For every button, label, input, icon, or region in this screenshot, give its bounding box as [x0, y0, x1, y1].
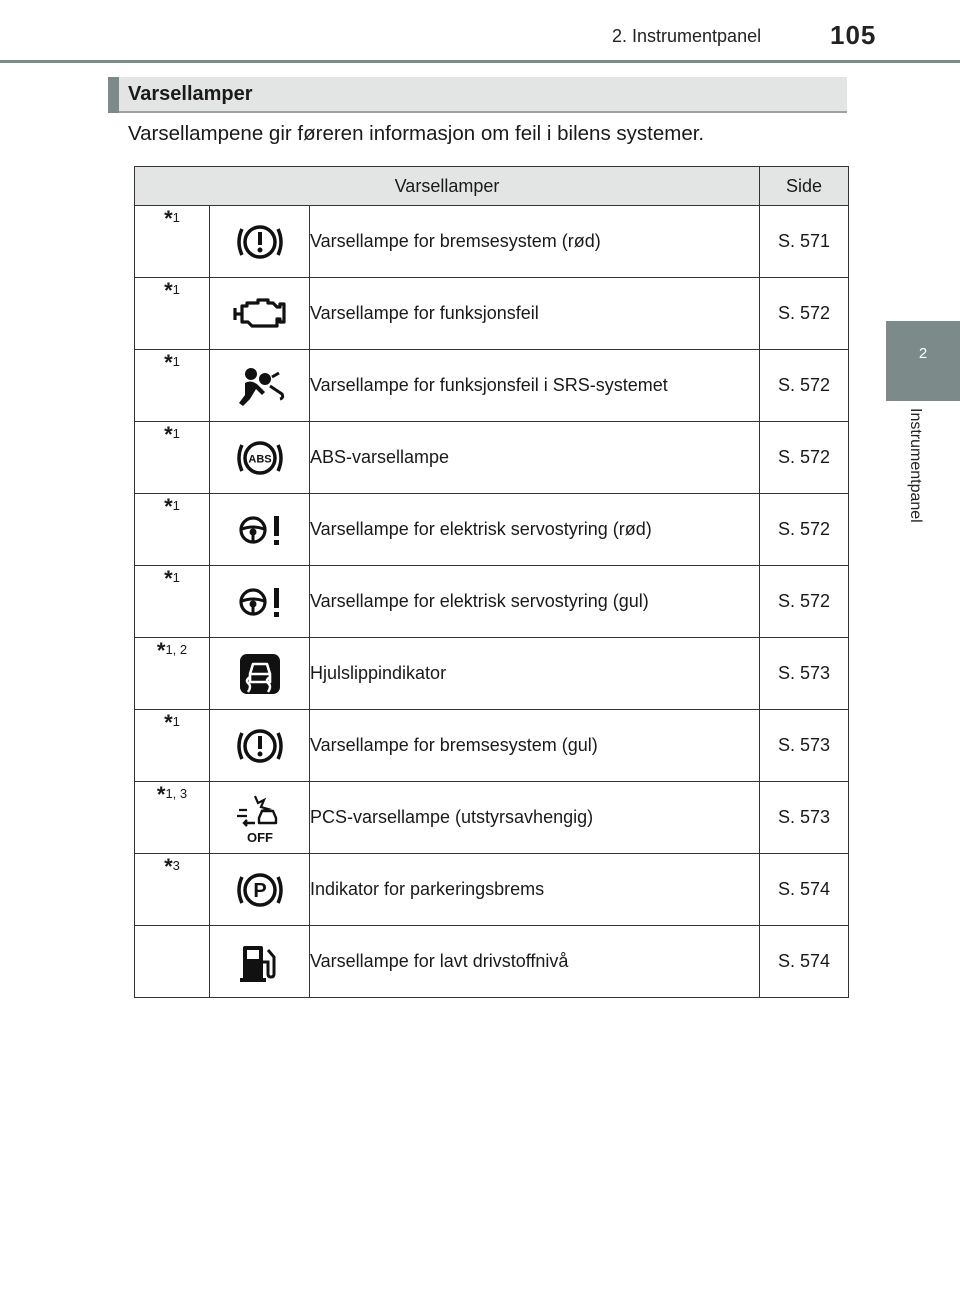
footnote-asterisk: *	[164, 854, 173, 879]
lamp-description: Hjulslippindikator	[310, 638, 760, 710]
lamp-description: Varsellampe for elektrisk servostyring (gul)	[310, 566, 760, 638]
footnote-cell	[135, 566, 210, 638]
footnote-ref: 3	[172, 858, 180, 873]
lamp-description: Varsellampe for lavt drivstoffnivå	[310, 926, 760, 998]
footnote-ref: 1	[172, 354, 180, 369]
footnote-cell	[135, 350, 210, 422]
parking-brake-icon	[210, 854, 310, 926]
lamp-description: Varsellampe for bremsesystem (gul)	[310, 710, 760, 782]
footnote-asterisk: *	[156, 638, 166, 663]
footnote-ref: 1	[172, 210, 180, 225]
page-reference[interactable]: S. 572	[760, 350, 849, 422]
column-header-page: Side	[760, 167, 849, 206]
footnote-ref: 1, 3	[165, 786, 188, 801]
lamp-description: PCS-varsellampe (utstyrsavhengig)	[310, 782, 760, 854]
check-engine-icon	[210, 278, 310, 350]
page-reference[interactable]: S. 572	[760, 494, 849, 566]
lamp-description: Indikator for parkeringsbrems	[310, 854, 760, 926]
brake-warning-icon	[210, 710, 310, 782]
table-row	[135, 494, 849, 566]
table-row	[135, 422, 849, 494]
column-header-lamps: Varsellamper	[135, 167, 760, 206]
footnote-cell	[135, 422, 210, 494]
footnote-ref: 1	[172, 282, 180, 297]
footnote-cell	[135, 854, 210, 926]
footnote-cell	[135, 494, 210, 566]
footnote-ref: 1	[172, 498, 180, 513]
footnote-ref: 1	[172, 714, 180, 729]
footnote-cell	[135, 206, 210, 278]
footnote-asterisk: *	[164, 422, 173, 447]
abs-warning-icon	[210, 422, 310, 494]
footnote-ref: 1	[172, 426, 180, 441]
page-reference[interactable]: S. 572	[760, 422, 849, 494]
lamp-description: ABS-varsellampe	[310, 422, 760, 494]
brake-warning-icon	[210, 206, 310, 278]
footnote-asterisk: *	[164, 206, 173, 231]
table-row	[135, 710, 849, 782]
footnote-asterisk: *	[164, 278, 173, 303]
footnote-ref: 1, 2	[165, 642, 188, 657]
section-heading	[108, 77, 847, 113]
table-row	[135, 566, 849, 638]
footnote-cell	[135, 782, 210, 854]
chapter-tab-number: 2	[918, 345, 928, 362]
footnote-cell	[135, 926, 210, 998]
page-reference[interactable]: S. 572	[760, 278, 849, 350]
section-heading-bar	[108, 77, 119, 113]
abs-icon-label: ABS	[247, 453, 272, 465]
page-reference[interactable]: S. 573	[760, 638, 849, 710]
power-steering-icon	[210, 494, 310, 566]
pcs-off-icon	[210, 782, 310, 854]
footnote-ref: 1	[172, 570, 180, 585]
table-row	[135, 926, 849, 998]
table-row	[135, 206, 849, 278]
table-row	[135, 350, 849, 422]
page-reference[interactable]: S. 574	[760, 926, 849, 998]
lamp-description: Varsellampe for elektrisk servostyring (rød)	[310, 494, 760, 566]
srs-airbag-icon	[210, 350, 310, 422]
footnote-asterisk: *	[156, 782, 166, 807]
footnote-cell	[135, 638, 210, 710]
footnote-asterisk: *	[164, 350, 173, 375]
footnote-asterisk: *	[164, 566, 173, 591]
page-reference[interactable]: S. 571	[760, 206, 849, 278]
parking-brake-icon-label: P	[252, 879, 267, 902]
header-divider	[0, 60, 960, 63]
lamp-description: Varsellampe for bremsesystem (rød)	[310, 206, 760, 278]
footnote-asterisk: *	[164, 494, 173, 519]
chapter-tab[interactable]	[886, 321, 960, 401]
slip-indicator-icon	[210, 638, 310, 710]
lamp-description: Varsellampe for funksjonsfeil i SRS-systemet	[310, 350, 760, 422]
lamp-description: Varsellampe for funksjonsfeil	[310, 278, 760, 350]
chapter-tab-label: Instrumentpanel	[907, 408, 924, 523]
footnote-cell	[135, 278, 210, 350]
table-header-row	[135, 167, 849, 206]
table-row	[135, 638, 849, 710]
page-reference[interactable]: S. 573	[760, 710, 849, 782]
footnote-asterisk: *	[164, 710, 173, 735]
section-title: Varsellamper	[128, 83, 253, 105]
page-number: 105	[830, 20, 877, 50]
page-reference[interactable]: S. 574	[760, 854, 849, 926]
chapter-title: 2. Instrumentpanel	[612, 26, 762, 46]
footnote-cell	[135, 710, 210, 782]
low-fuel-icon	[210, 926, 310, 998]
table-row	[135, 854, 849, 926]
pcs-icon-label: OFF	[246, 829, 273, 844]
page-reference[interactable]: S. 572	[760, 566, 849, 638]
page-reference[interactable]: S. 573	[760, 782, 849, 854]
table-row	[135, 782, 849, 854]
section-intro: Varsellampene gir føreren informasjon om feil i bilens systemer.	[128, 122, 705, 145]
warning-lamps-table	[134, 166, 849, 998]
table-row	[135, 278, 849, 350]
power-steering-icon	[210, 566, 310, 638]
